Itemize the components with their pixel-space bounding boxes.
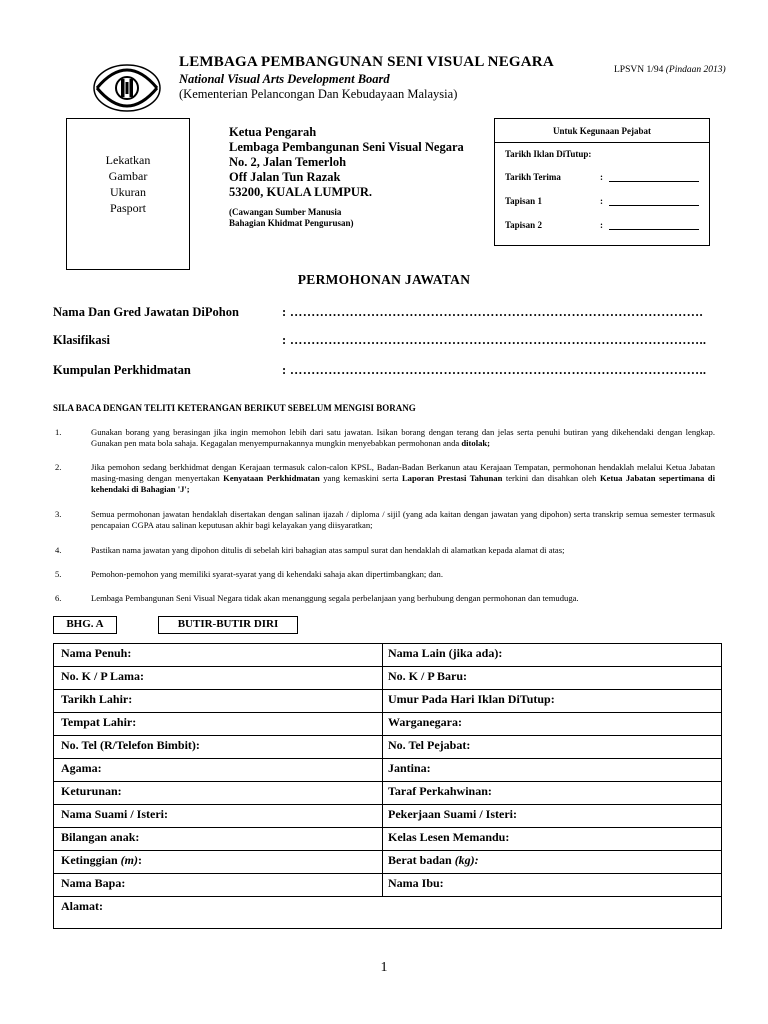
table-row [54, 667, 721, 690]
classification-field[interactable]: : …………………………………………………………………………………….. [282, 333, 707, 347]
height-field[interactable]: Ketinggian (m): [54, 851, 383, 873]
marital-field[interactable]: Taraf Perkahwinan: [388, 784, 492, 798]
office-phone-field[interactable]: No. Tel Pejabat: [388, 738, 471, 752]
office-advert-closed: Tarikh Iklan DiTutup: [505, 149, 592, 159]
instructions-heading: SILA BACA DENGAN TELITI KETERANGAN BERIKUT SEBELUM MENGISI BORANG [53, 403, 416, 413]
personal-details-table [53, 643, 722, 929]
office-use-box [494, 118, 710, 246]
religion-field[interactable]: Agama: [54, 759, 383, 781]
table-row [54, 874, 721, 897]
lpsvn-logo [92, 62, 162, 114]
father-name-field[interactable]: Nama Bapa: [54, 874, 383, 896]
table-row [54, 782, 721, 805]
photo-instructions: Lekatkan Gambar Ukuran Pasport [105, 153, 151, 215]
passport-photo-box[interactable] [66, 118, 190, 270]
other-name-field[interactable]: Nama Lain (jika ada): [388, 646, 503, 660]
license-field[interactable]: Kelas Lesen Memandu: [388, 830, 510, 844]
position-label: Nama Dan Gred Jawatan DiPohon [53, 305, 239, 319]
children-field[interactable]: Bilangan anak: [54, 828, 383, 850]
instruction-item: 3. Semua permohonan jawatan hendaklah disertakan dengan salinan ijazah / diploma / sijil (yang ada kaitan dengan jawatan yang dipohon) serta transkrip semua semester termasuk pencapaian CGPA atau salinan keputusan akhir bagi kelayakan yang diisyaratkan; [55, 509, 715, 530]
office-filter1-row[interactable]: Tapisan 1 : [505, 196, 542, 206]
mother-name-field[interactable]: Nama Ibu: [388, 876, 444, 890]
org-name: LEMBAGA PEMBANGUNAN SENI VISUAL NEGARA [179, 54, 554, 70]
citizenship-field[interactable]: Warganegara: [388, 715, 462, 729]
classification-label: Klasifikasi [53, 333, 110, 347]
phone-field[interactable]: No. Tel (R/Telefon Bimbit): [54, 736, 383, 758]
new-ic-field[interactable]: No. K / P Baru: [388, 669, 468, 683]
office-filter2-row[interactable]: Tapisan 2 : [505, 220, 542, 230]
form-amendment: (Pindaan 2013) [665, 65, 726, 75]
ministry-name: (Kementerian Pelancongan Dan Kebudayaan Malaysia) [179, 87, 458, 101]
office-filter1-line [609, 205, 699, 206]
instruction-item: 5. Pemohon-pemohon yang memiliki syarat-syarat yang di kehendaki sahaja akan dipertimbangkan; dan. [55, 569, 444, 579]
weight-field[interactable]: Berat badan (kg): [388, 853, 479, 867]
table-row [54, 897, 721, 928]
table-row [54, 828, 721, 851]
table-row [54, 644, 721, 667]
address-note: (Cawangan Sumber Manusia Bahagian Khidmat Pengurusan) [229, 207, 354, 228]
office-divider [495, 142, 709, 143]
table-row [54, 805, 721, 828]
page-number: 1 [380, 960, 388, 975]
table-row [54, 759, 721, 782]
office-use-title: Untuk Kegunaan Pejabat [552, 126, 651, 136]
position-field[interactable]: : ……………………………………………………………………………………. [282, 305, 703, 319]
table-row [54, 713, 721, 736]
org-name-en: National Visual Arts Development Board [179, 72, 390, 86]
table-row [54, 851, 721, 874]
service-group-label: Kumpulan Perkhidmatan [53, 363, 191, 377]
section-a-code: BHG. A [53, 616, 117, 634]
instruction-item: 1. Gunakan borang yang berasingan jika ingin memohon lebih dari satu jawatan. Isikan borang dengan terang dan jelas serta penuhi butiran yang dikehendaki dengan lengkap. Gunakan pen mata bola sahaja. Kegagalan menyempurnakannya mungkin menyebabkan permohonan anda ditolak; [55, 427, 715, 448]
table-row [54, 736, 721, 759]
gender-field[interactable]: Jantina: [388, 761, 431, 775]
instruction-item: 6. Lembaga Pembangunan Seni Visual Negara tidak akan menanggung segala perbelanjaan yang berhubung dengan permohonan dan temuduga. [55, 593, 579, 603]
mailing-address: Ketua Pengarah Lembaga Pembangunan Seni Visual Negara No. 2, Jalan Temerloh Off Jalan Tun Razak 53200, KUALA LUMPUR. [229, 125, 464, 199]
section-a-title: BUTIR-BUTIR DIRI [158, 616, 298, 634]
instruction-item: 4. Pastikan nama jawatan yang dipohon ditulis di sebelah kiri bahagian atas sampul surat dan hendaklah di alamatkan kepada alamat di atas; [55, 545, 565, 555]
spouse-job-field[interactable]: Pekerjaan Suami / Isteri: [388, 807, 517, 821]
instruction-item: 2. Jika pemohon sedang berkhidmat dengan Kerajaan termasuk calon-calon KPSL, Badan-Badan Berkanun atau Kerajaan Tempatan, permohonan hendaklah melalui Ketua Jabatan masing-masing dengan menyertakan Kenyataan Perkhidmatan yang kemaskini serta Laporan Prestasi Tahunan terkini dan disahkan oleh Ketua Jabatan sepertimana di kehendaki di Bahagian 'J'; [55, 462, 715, 494]
race-field[interactable]: Keturunan: [54, 782, 383, 804]
age-field[interactable]: Umur Pada Hari Iklan DiTutup: [388, 692, 555, 706]
spouse-name-field[interactable]: Nama Suami / Isteri: [54, 805, 383, 827]
office-received-line [609, 181, 699, 182]
table-row [54, 690, 721, 713]
form-code-number: LPSVN 1/94 [614, 65, 664, 75]
office-received-row[interactable]: Tarikh Terima : [505, 172, 561, 182]
dob-field[interactable]: Tarikh Lahir: [54, 690, 383, 712]
service-group-field[interactable]: : …………………………………………………………………………………….. [282, 363, 707, 377]
old-ic-field[interactable]: No. K / P Lama: [54, 667, 383, 689]
office-filter2-line [609, 229, 699, 230]
form-code [614, 65, 726, 75]
address-field[interactable]: Alamat: [61, 899, 103, 913]
full-name-field[interactable]: Nama Penuh: [54, 644, 383, 666]
form-title: PERMOHONAN JAWATAN [297, 272, 471, 287]
pob-field[interactable]: Tempat Lahir: [54, 713, 383, 735]
